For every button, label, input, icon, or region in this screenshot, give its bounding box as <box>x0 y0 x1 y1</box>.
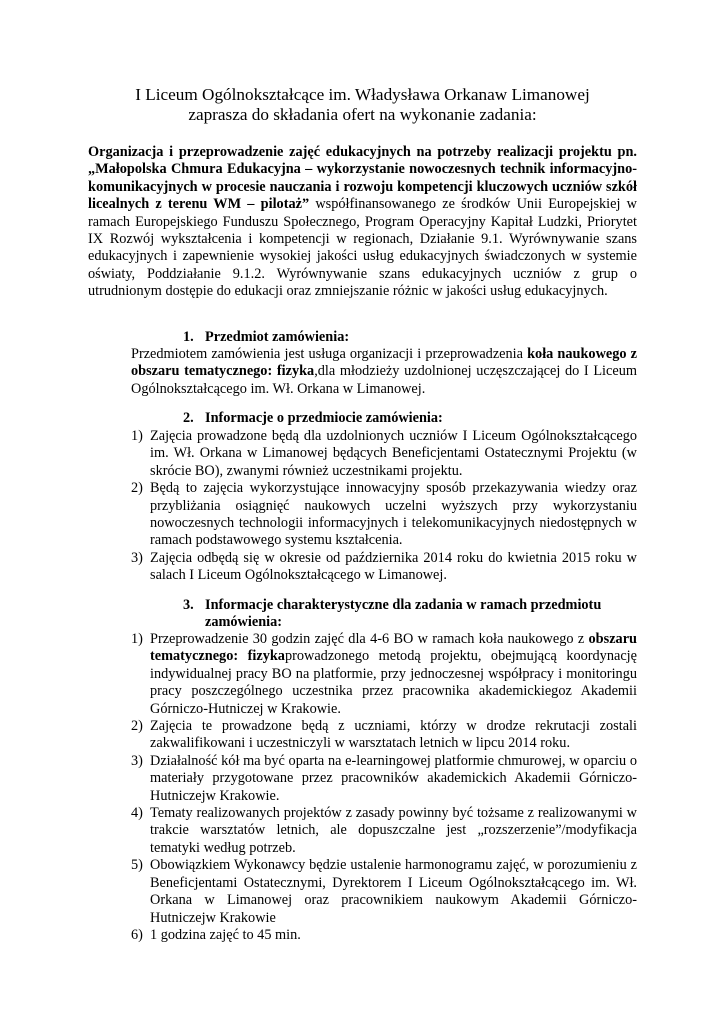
section-2-list <box>131 428 637 585</box>
intro-text: współfinansowanego ze środków Unii Europejskiej w ramach Europejskiego Funduszu Społecznego, Program Operacyjny Kapitał Ludzki, Priorytet IX Rozwój wykształcenia i kompetencji w regionach, Działanie 9.1. Wyrównywanie szans edukacyjnych i zapewnienie wysokiej jakości usług edukacyjnych świadczonych w systemie oświaty, Poddziałanie 9.1.2. Wyrównywanie szans edukacyjnych uczniów z grup o utrudnionym dostępie do edukacji oraz zmniejszanie różnic w jakości usług edukacyjnych. <box>88 196 637 300</box>
section-1-title: Przedmiot zamówienia: <box>205 329 350 345</box>
list-item: 1) Zajęcia prowadzone będą dla uzdolnionych uczniów I Liceum Ogólnokształcącego im. Wł. Orkana w Limanowej będących Beneficjentami Ostatecznymi Projektu (w skrócie BO), zwanymi również uczestnikami projektu. <box>131 428 637 479</box>
list-item: 1) Przeprowadzenie 30 godzin zajęć dla 4-6 BO w ramach koła naukowego z obszaru tematycznego: fizykaprowadzonego metodą projektu, obejmującą koordynację indywidualnej pracy BO na platformie, przy jednoczesnej współpracy i monitoringu pracy poszczególnego uczestnika przez pracownika akademickiegoz Akademii Górniczo-Hutniczej w Krakowie. <box>131 631 637 717</box>
section-2-heading: 2. Informacje o przedmiocie zamówienia: <box>183 410 443 426</box>
section-2-title: Informacje o przedmiocie zamówienia: <box>205 410 443 426</box>
header-line-1: I Liceum Ogólnokształcące im. Władysława Orkanaw Limanowej <box>135 85 590 104</box>
list-item: 6) 1 godzina zajęć to 45 min. <box>131 926 301 943</box>
list-item: 3) Zajęcia odbędą się w okresie od października 2014 roku do kwietnia 2015 roku w salach I Liceum Ogólnokształcącego w Limanowej. <box>131 549 637 584</box>
section-3-title: Informacje charakterystyczne dla zadania w ramach przedmiotu zamówienia: <box>205 597 602 631</box>
list-item: 2) Zajęcia te prowadzone będą z uczniami, którzy w drodze rekrutacji zostali zakwalifikowani i uczestniczyli w warsztatach letnich w lipcu 2014 roku. <box>131 718 637 752</box>
list-item: 4) Tematy realizowanych projektów z zasady powinny być tożsame z realizowanymi w trakcie warsztatów letnich, ale dopuszczalne jest „rozszerzenie”/modyfikacja tematyki według potrzeb. <box>131 805 637 856</box>
list-item: 5) Obowiązkiem Wykonawcy będzie ustalenie harmonogramu zajęć, w porozumieniu z Beneficjentami Ostatecznymi, Dyrektorem I Liceum Ogólnokształcącego im. Wł. Orkana w Limanowej oraz pracownikiem naukowym Akademii Górniczo-Hutniczejw Krakowie <box>131 857 637 926</box>
document-header <box>0 85 725 125</box>
intro-paragraph <box>88 144 637 301</box>
header-line-2: zaprasza do składania ofert na wykonanie zadania: <box>188 105 537 124</box>
list-item: 3) Działalność kół ma być oparta na e-learningowej platformie chmurowej, w oparciu o materiały przygotowane przez pracowników akademickich Akademii Górniczo-Hutniczejw Krakowie. <box>131 752 637 804</box>
section-3-list <box>131 631 637 944</box>
list-item: 2) Będą to zajęcia wykorzystujące innowacyjny sposób przekazywania wiedzy oraz przybliżania osiągnięć naukowych uczelni wyższych przy wykorzystaniu nowoczesnych technologii informacyjnych i telekomunikacyjnych niedostępnych w ramach podstawowego systemu kształcenia. <box>131 480 637 549</box>
project-title: Organizacja i przeprowadzenie zajęć edukacyjnych na potrzeby realizacji projektu pn. „Małopolska Chmura Edukacyjna – wykorzystanie nowoczesnych technik informacyjno-komunikacyjnych w procesie nauczania i rozwoju kompetencji kluczowych uczniów szkół licealnych z terenu WM – pilotaż” <box>88 144 637 213</box>
section-1-heading: 1. Przedmiot zamówienia: <box>183 329 350 345</box>
section-3-heading: 3. Informacje charakterystyczne dla zadania w ramach przedmiotu zamówienia: <box>183 597 602 631</box>
section-1-body: Przedmiotem zamówienia jest usługa organizacji i przeprowadzenia koła naukowego z obszaru tematycznego: fizyka,dla młodzieży uzdolnionej uczęszczającej do I Liceum Ogólnokształcącego im. Wł. Orkana w Limanowej. <box>131 346 637 397</box>
